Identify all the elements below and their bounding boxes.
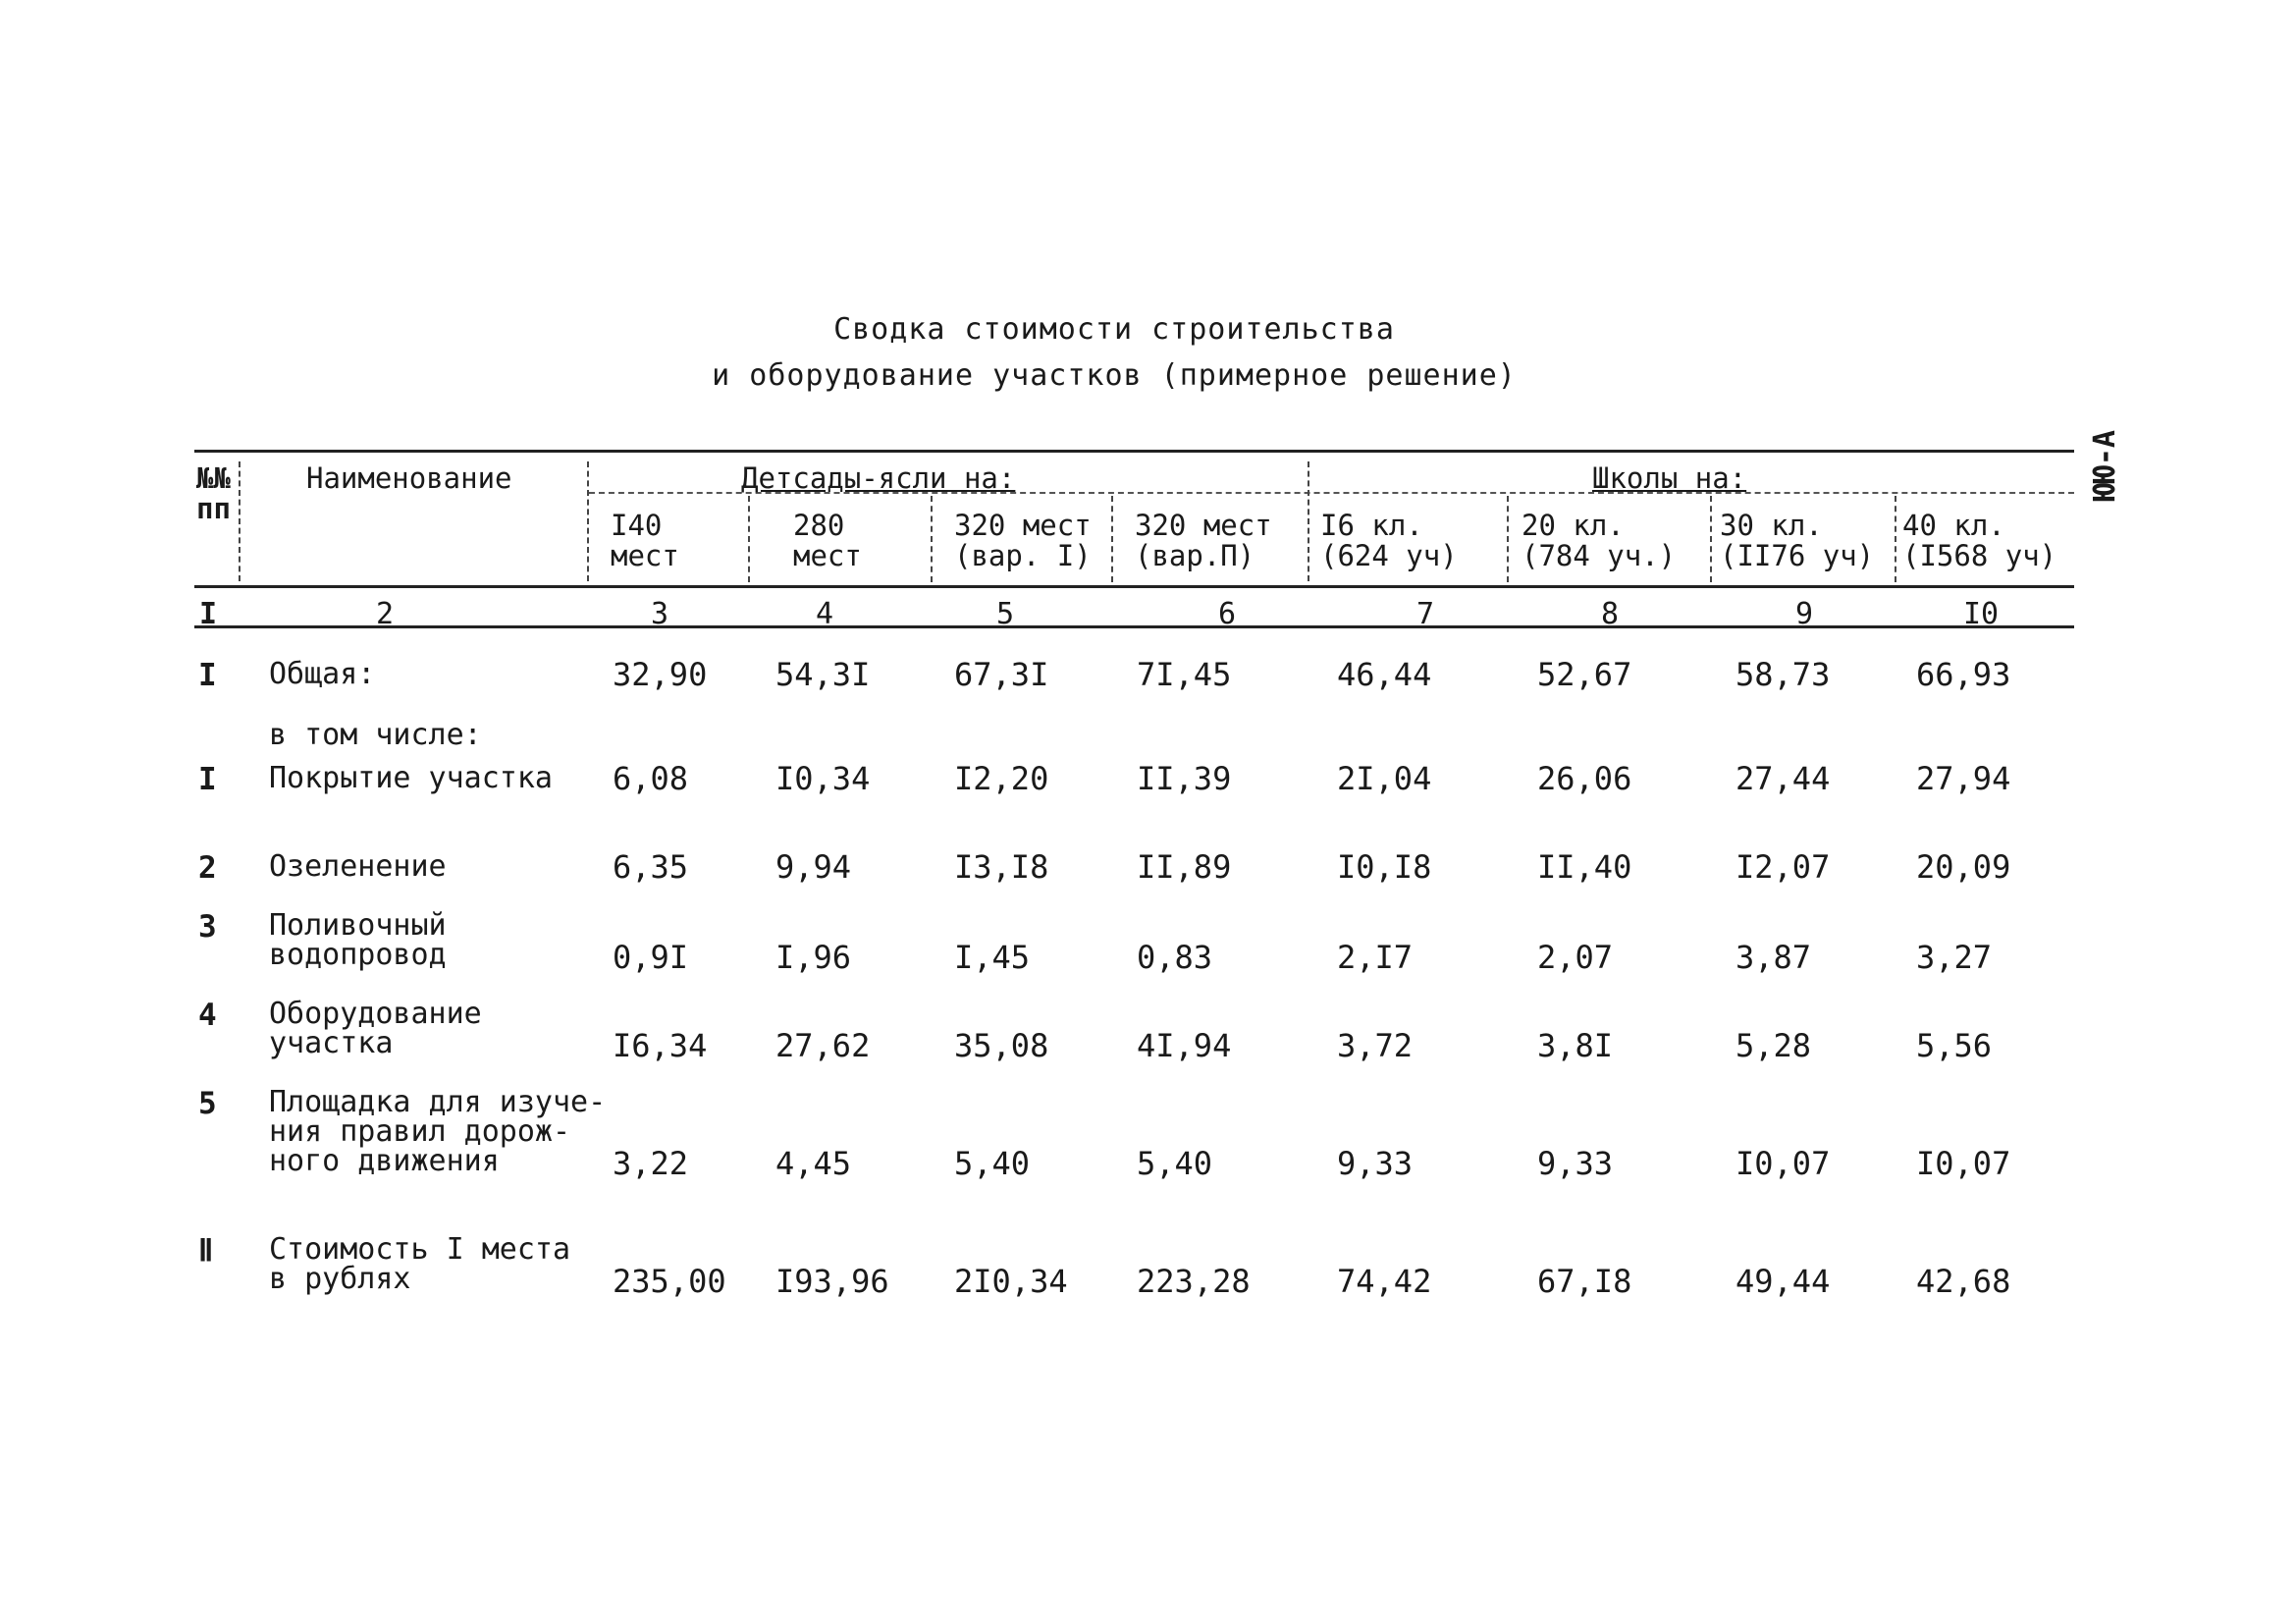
row-number: 3 [198,909,217,945]
row-value: 58,73 [1735,656,1831,693]
row-value: 3,8I [1537,1027,1614,1064]
row-value: 3,72 [1337,1027,1414,1064]
kindergartens-group-header: Детсады-ясли на: [741,461,1016,495]
row-value: 3,22 [613,1145,689,1182]
row-value: I6,34 [613,1027,708,1064]
document-title-line1: Сводка стоимости строительства [833,312,1395,347]
num-header-line2: пп [196,492,231,525]
col-sep-3 [748,496,750,582]
row-value: 74,42 [1337,1263,1432,1300]
row-number: Ⅱ [198,1233,214,1269]
column-number-2: 2 [375,597,395,631]
row-value: 2,07 [1537,939,1614,976]
row-value: I,96 [775,939,852,976]
row-value: II,89 [1137,848,1232,886]
col-sep-7 [1507,496,1509,582]
row-value: 4I,94 [1137,1027,1232,1064]
row-label: Оборудование участка [269,997,482,1060]
row-value: 32,90 [613,656,708,693]
row-value: 3,27 [1916,939,1993,976]
row-value: 27,44 [1735,760,1831,797]
row-value: I2,07 [1735,848,1831,886]
row-number: 5 [198,1086,217,1121]
row-value: I0,07 [1916,1145,2011,1182]
col4-line1: 280 [793,509,845,542]
row-value: I93,96 [775,1263,889,1300]
row-value: 6,35 [613,848,689,886]
row-value: 5,56 [1916,1027,1993,1064]
col9-line2: (II76 уч) [1720,539,1875,572]
column-header-8 [1522,511,1676,571]
row-value: 42,68 [1916,1263,2011,1300]
row-value: 20,09 [1916,848,2011,886]
column-number-5: 5 [995,597,1015,631]
col7-line1: I6 кл. [1320,509,1423,542]
col6-line1: 320 мест [1135,509,1272,542]
row-value: I0,34 [775,760,871,797]
row-value: I0,I8 [1337,848,1432,886]
row-value: 9,33 [1337,1145,1414,1182]
row-value: 49,44 [1735,1263,1831,1300]
col-sep-5 [1111,496,1113,582]
row-value: 3,87 [1735,939,1812,976]
row-value: 9,94 [775,848,852,886]
col3-line1: I40 [611,509,663,542]
row-value: 2I0,34 [954,1263,1068,1300]
schools-group-header: Школы на: [1592,461,1747,495]
row-value: 235,00 [613,1263,726,1300]
column-header-9 [1720,511,1874,571]
col5-line1: 320 мест [954,509,1092,542]
column-number-8: 8 [1600,597,1620,631]
row-value: 67,3I [954,656,1049,693]
column-header-5 [954,511,1092,571]
row-label-subheading: в том числе: [269,718,482,752]
row-value: I,45 [954,939,1031,976]
column-header-3 [611,511,679,571]
row-value: 0,9I [613,939,689,976]
col8-line1: 20 кл. [1522,509,1625,542]
row-value: 5,40 [1137,1145,1213,1182]
column-number-3: 3 [650,597,669,631]
col-sep-name [587,461,589,581]
row-value: 5,28 [1735,1027,1812,1064]
row-value: II,39 [1137,760,1232,797]
margin-stamp-text: ЮЮ-А [2088,430,2122,502]
column-number-6: 6 [1217,597,1237,631]
row-number: I [198,658,217,693]
row-value: II,40 [1537,848,1632,886]
row-value: 66,93 [1916,656,2011,693]
col10-line1: 40 кл. [1902,509,2005,542]
table-top-rule [194,450,2074,453]
row-value: 4,45 [775,1145,852,1182]
column-number-9: 9 [1794,597,1814,631]
margin-stamp [2088,430,2122,502]
row-label: Покрытие участка [269,761,553,795]
num-header-line1: №№ [196,461,231,495]
column-header-10 [1902,511,2056,571]
row-number: 2 [198,850,217,886]
row-value: 52,67 [1537,656,1632,693]
col10-line2: (I568 уч) [1902,539,2057,572]
row-value: 26,06 [1537,760,1632,797]
row-value: 35,08 [954,1027,1049,1064]
col7-line2: (624 уч) [1320,539,1458,572]
row-value: I0,07 [1735,1145,1831,1182]
row-value: 2,I7 [1337,939,1414,976]
row-value: 5,40 [954,1145,1031,1182]
column-number-1: I [198,597,218,631]
row-value: 0,83 [1137,939,1213,976]
row-label: Площадка для изуче- ния правил дорож- ного движения [269,1085,607,1178]
row-value: 6,08 [613,760,689,797]
row-value: 46,44 [1337,656,1432,693]
row-value: I3,I8 [954,848,1049,886]
name-header: Наименование [306,461,512,495]
col3-line2: мест [611,539,679,572]
col5-line2: (вар. I) [954,539,1092,572]
row-label: Поливочный водопровод [269,908,447,972]
col4-line2: мест [793,539,862,572]
row-value: 7I,45 [1137,656,1232,693]
row-value: 223,28 [1137,1263,1251,1300]
col-sep-groups [1308,461,1309,581]
document-title-line2: и оборудование участков (примерное решение) [712,358,1517,393]
col-sep-4 [931,496,933,582]
column-number-4: 4 [815,597,834,631]
col9-line1: 30 кл. [1720,509,1823,542]
row-number: I [198,762,217,797]
row-label: Общая: [269,657,376,691]
row-value: 67,I8 [1537,1263,1632,1300]
col6-line2: (вар.П) [1135,539,1255,572]
num-header [196,463,231,524]
row-value: 2I,04 [1337,760,1432,797]
row-value: 27,94 [1916,760,2011,797]
column-number-10: I0 [1962,597,2000,631]
row-value: 27,62 [775,1027,871,1064]
row-number: 4 [198,998,217,1033]
row-value: 54,3I [775,656,871,693]
col-sep-9 [1895,496,1896,582]
row-label: Стоимость I места в рублях [269,1232,571,1296]
header-bottom-rule [194,585,2074,588]
column-header-7 [1320,511,1458,571]
col8-line2: (784 уч.) [1522,539,1677,572]
row-value: I2,20 [954,760,1049,797]
column-number-7: 7 [1415,597,1435,631]
row-value: 9,33 [1537,1145,1614,1182]
col-sep-8 [1710,496,1712,582]
column-header-4 [793,511,862,571]
row-label: Озеленение [269,849,447,884]
column-header-6 [1135,511,1272,571]
col-sep-num [239,461,240,581]
